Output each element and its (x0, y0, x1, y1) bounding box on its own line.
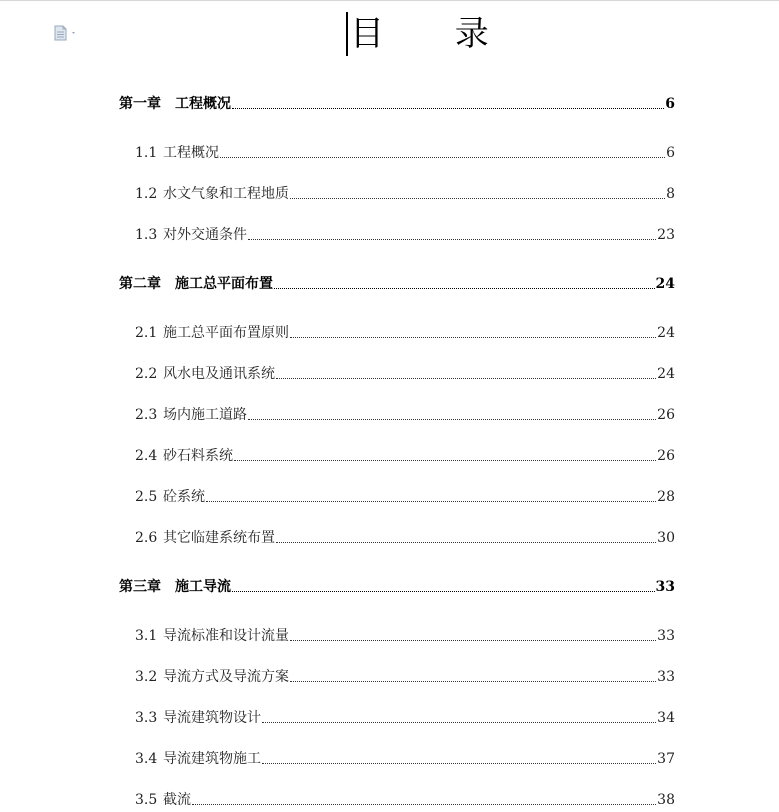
toc-entry-number: 3.4 (135, 751, 158, 767)
toc-entry-number: 2.2 (135, 366, 158, 382)
toc-dot-leader (290, 640, 656, 641)
toc-entry-number: 第三章 (119, 579, 161, 595)
toc-dot-leader (206, 501, 656, 502)
toc-entry-label: 风水电及通讯系统 (163, 366, 275, 382)
toc-chapter-row[interactable] (119, 93, 675, 115)
toc-page-number: 26 (657, 407, 675, 423)
toc-dot-leader (262, 763, 656, 764)
toc-page-number: 24 (655, 276, 675, 292)
toc-entry-number: 第二章 (119, 276, 161, 292)
toc-entry-number: 1.1 (135, 145, 158, 161)
toc-dot-leader (220, 157, 665, 158)
toc-dot-leader (290, 681, 656, 682)
toc-section-row[interactable] (135, 666, 675, 688)
toc-entry-label: 施工导流 (175, 579, 231, 595)
toc-page-number: 38 (657, 792, 675, 808)
toc-section-row[interactable] (135, 527, 675, 549)
toc-dot-leader (232, 591, 655, 592)
toc-page-number: 8 (666, 186, 675, 202)
toc-page-number: 30 (657, 530, 675, 546)
toc-entry-label: 场内施工道路 (163, 407, 247, 423)
toc-entry-label: 施工总平面布置 (175, 276, 273, 292)
toc-entry-label: 导流建筑物施工 (163, 751, 261, 767)
toc-page-number: 24 (657, 366, 675, 382)
toc-section-row[interactable] (135, 224, 675, 246)
toc-page-number: 26 (657, 448, 675, 464)
toc-page-number: 34 (657, 710, 675, 726)
toc-section-row[interactable] (135, 363, 675, 385)
toc-dot-leader (262, 722, 656, 723)
toc-section-row[interactable] (135, 445, 675, 467)
toc-entry-label: 工程概况 (163, 145, 219, 161)
toc-entry-label: 截流 (163, 792, 191, 808)
toc-entry-number: 2.4 (135, 448, 158, 464)
toc-entry-number: 3.2 (135, 669, 158, 685)
toc-section-row[interactable] (135, 404, 675, 426)
toc-entry-label: 砂石料系统 (163, 448, 233, 464)
toc-entry-number: 2.3 (135, 407, 158, 423)
toc-page-number: 33 (655, 579, 675, 595)
toc-entry-number: 3.1 (135, 628, 158, 644)
toc-entry-number: 1.3 (135, 227, 158, 243)
toc-entry-number: 2.5 (135, 489, 158, 505)
toc-entry-number: 1.2 (135, 186, 158, 202)
toc-entry-label: 砼系统 (163, 489, 205, 505)
toc-dot-leader (248, 419, 656, 420)
toc-page-number: 33 (657, 669, 675, 685)
toc-chapter-row[interactable] (119, 273, 675, 295)
toc-section-row[interactable] (135, 142, 675, 164)
toc-entry-label: 导流方式及导流方案 (163, 669, 289, 685)
toc-dot-leader (276, 378, 656, 379)
toc-dot-leader (248, 239, 656, 240)
toc-page-number: 23 (657, 227, 675, 243)
toc-entry-label: 对外交通条件 (163, 227, 247, 243)
toc-section-row[interactable] (135, 183, 675, 205)
toc-page-number: 6 (666, 145, 675, 161)
toc-dot-leader (274, 288, 655, 289)
toc-entry-label: 其它临建系统布置 (163, 530, 275, 546)
toc-entry-label: 施工总平面布置原则 (163, 325, 289, 341)
toc-page-number: 37 (657, 751, 675, 767)
toc-section-row[interactable] (135, 322, 675, 344)
toc-dot-leader (232, 108, 664, 109)
toc-section-row[interactable] (135, 748, 675, 770)
toc-section-row[interactable] (135, 625, 675, 647)
toc-section-row[interactable] (135, 486, 675, 508)
toc-entry-number: 3.3 (135, 710, 158, 726)
toc-page-number: 24 (657, 325, 675, 341)
toc-dot-leader (276, 542, 656, 543)
toc-entry-number: 2.1 (135, 325, 158, 341)
toc-entry-number: 2.6 (135, 530, 158, 546)
toc-section-row[interactable] (135, 707, 675, 729)
page-title: 目 录 (350, 14, 519, 54)
toc-dot-leader (290, 337, 656, 338)
toc-page-number: 6 (665, 96, 675, 112)
toc-page-number: 28 (657, 489, 675, 505)
toc-entry-label: 水文气象和工程地质 (163, 186, 289, 202)
toc-dot-leader (290, 198, 665, 199)
toc-entry-label: 导流标准和设计流量 (163, 628, 289, 644)
toc-dot-leader (192, 804, 656, 805)
toc-dot-leader (234, 460, 656, 461)
toc-entry-label: 工程概况 (175, 96, 231, 112)
toc-page-number: 33 (657, 628, 675, 644)
toc-entry-label: 导流建筑物设计 (163, 710, 261, 726)
toc-entry-number: 3.5 (135, 792, 158, 808)
toc-section-row[interactable] (135, 789, 675, 811)
toc-chapter-row[interactable] (119, 576, 675, 598)
toc-entry-number: 第一章 (119, 96, 161, 112)
